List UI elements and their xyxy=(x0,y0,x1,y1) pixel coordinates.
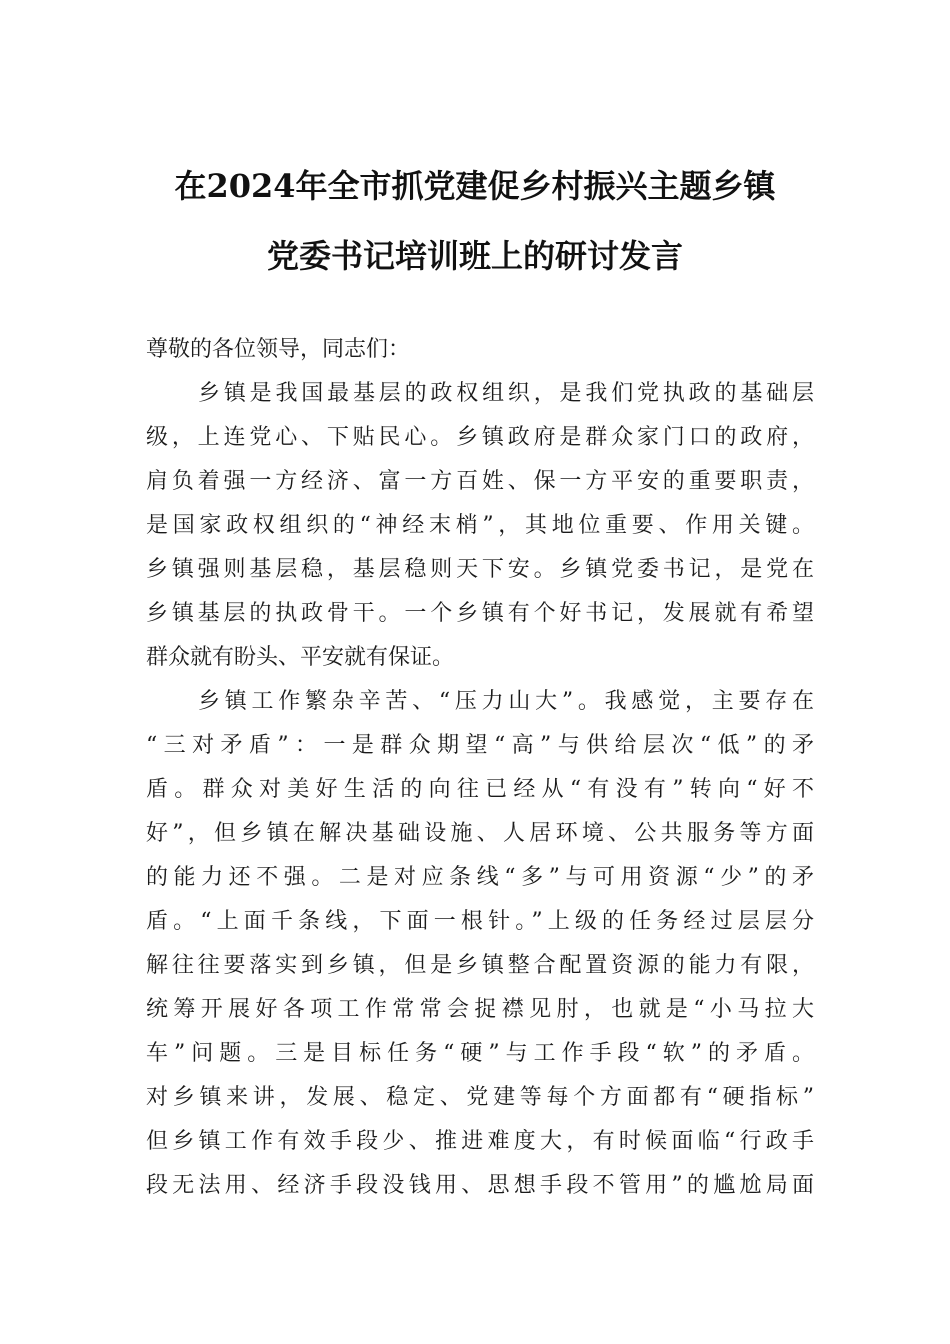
paragraph-line: 车”问题。三是目标任务“硬”与工作手段“软”的矛盾。 xyxy=(146,1041,814,1066)
paragraph-line: 盾。“上面千条线，下面一根针。”上级的任务经过层层分 xyxy=(146,909,814,934)
paragraph-line: 好”，但乡镇在解决基础设施、人居环境、公共服务等方面 xyxy=(146,821,814,846)
paragraph-line: 解往往要落实到乡镇，但是乡镇整合配置资源的能力有限， xyxy=(146,953,814,978)
paragraph-line: 对乡镇来讲，发展、稳定、党建等每个方面都有“硬指标” xyxy=(146,1085,814,1110)
paragraph-line: 但乡镇工作有效手段少、推进难度大，有时候面临“行政手 xyxy=(146,1129,814,1154)
document-title-line-2: 党委书记培训班上的研讨发言 xyxy=(266,237,683,275)
salutation: 尊敬的各位领导，同志们： xyxy=(146,337,411,362)
paragraph-line: “三对矛盾”：一是群众期望“高”与供给层次“低”的矛 xyxy=(146,733,814,758)
paragraph-line: 盾。群众对美好生活的向往已经从“有没有”转向“好不 xyxy=(146,777,814,802)
paragraph-line: 乡镇强则基层稳，基层稳则天下安。乡镇党委书记，是党在 xyxy=(146,557,814,582)
document-body xyxy=(146,328,814,1208)
paragraph-line: 乡镇基层的执政骨干。一个乡镇有个好书记，发展就有希望 xyxy=(146,601,814,626)
document-title-line-1: 在2024年全市抓党建促乡村振兴主题乡镇 xyxy=(174,167,776,205)
paragraph-line: 群众就有盼头、平安就有保证。 xyxy=(146,645,455,670)
paragraph-line: 是国家政权组织的“神经末梢”，其地位重要、作用关键。 xyxy=(146,513,814,538)
paragraph-line: 肩负着强一方经济、富一方百姓、保一方平安的重要职责， xyxy=(146,469,814,494)
paragraph-line: 统筹开展好各项工作常常会捉襟见肘，也就是“小马拉大 xyxy=(146,997,814,1022)
paragraph-line: 乡镇是我国最基层的政权组织，是我们党执政的基础层 xyxy=(198,381,814,406)
paragraph-line: 段无法用、经济手段没钱用、思想手段不管用”的尴尬局面 xyxy=(146,1173,814,1198)
paragraph-line: 乡镇工作繁杂辛苦、“压力山大”。我感觉，主要存在 xyxy=(198,689,814,714)
paragraph-line: 级，上连党心、下贴民心。乡镇政府是群众家门口的政府， xyxy=(146,425,814,450)
paragraph-line: 的能力还不强。二是对应条线“多”与可用资源“少”的矛 xyxy=(146,865,814,890)
